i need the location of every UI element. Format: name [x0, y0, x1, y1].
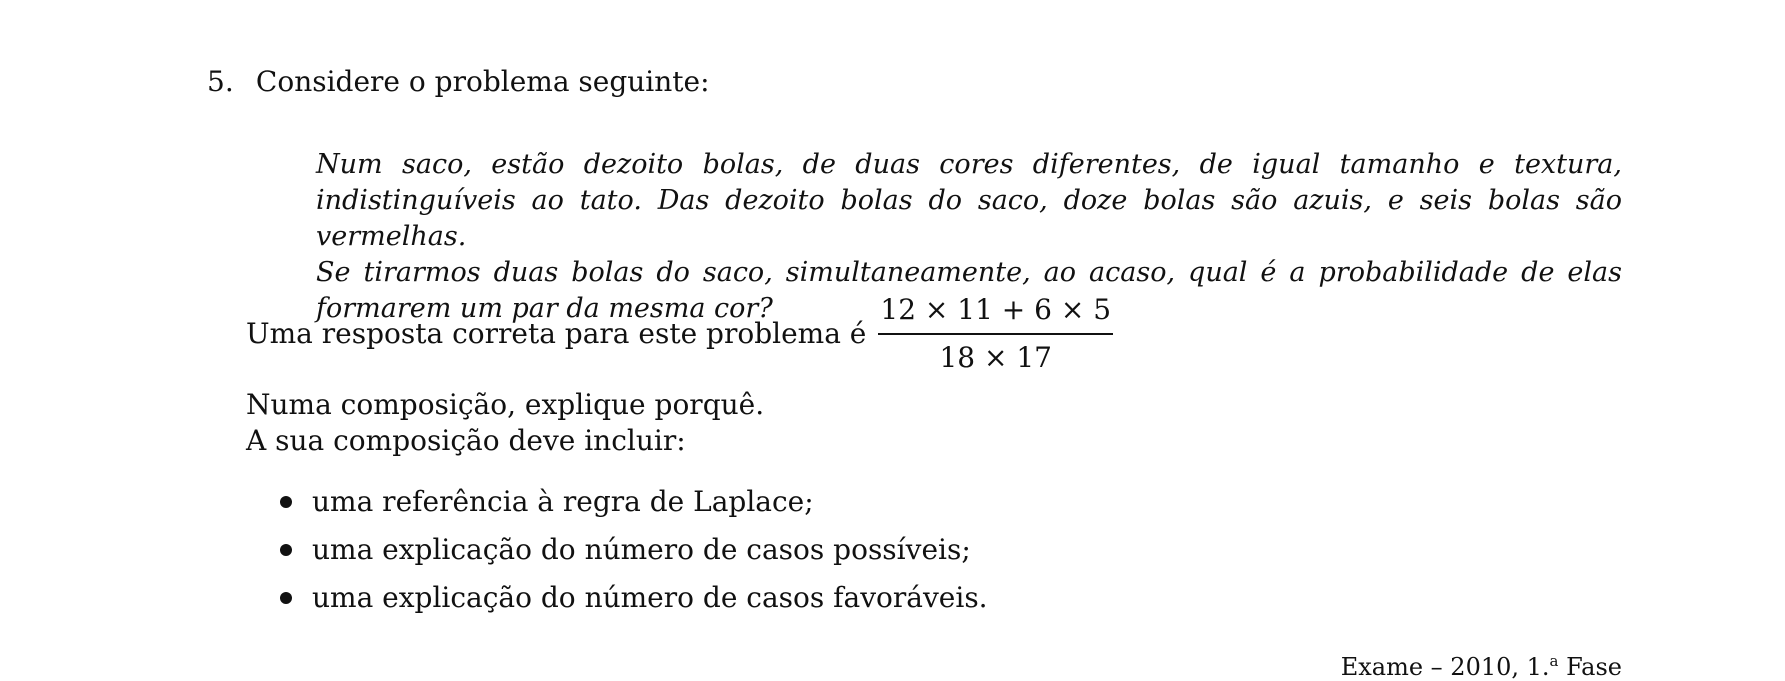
composition-instruction-line: A sua composição deve incluir: [246, 424, 686, 457]
fraction-numerator: 12 × 11 + 6 × 5 [880, 293, 1112, 326]
answer-text: Uma resposta correta para este problema é [246, 317, 867, 351]
fraction-denominator: 18 × 17 [939, 340, 1052, 374]
probability-fraction [878, 293, 1113, 375]
requirement-item [280, 532, 988, 568]
problem-header [207, 64, 710, 100]
problem-intro: Considere o problema seguinte: [255, 65, 710, 98]
requirement-text: uma explicação do número de casos possíveis; [312, 533, 971, 566]
ordinal-superscript: a [1549, 652, 1559, 670]
problem-number: 5. [207, 65, 234, 98]
bullet-icon [280, 496, 292, 508]
exam-footer [1341, 653, 1622, 681]
bullet-icon [280, 592, 292, 604]
composition-instruction-line: Numa composição, explique porquê. [246, 388, 765, 421]
requirement-text: uma explicação do número de casos favoráveis. [312, 581, 988, 614]
composition-requirements [280, 484, 988, 628]
composition-instructions [246, 387, 764, 459]
exam-phase: Fase [1566, 653, 1622, 681]
answer-line [246, 294, 1113, 375]
requirement-item [280, 484, 988, 520]
requirement-item [280, 580, 988, 616]
requirement-text: uma referência à regra de Laplace; [312, 485, 814, 518]
problem-statement-paragraph: Num saco, estão dezoito bolas, de duas cores diferentes, de igual tamanho e textura, indistinguíveis ao tato. Das dezoito bolas do saco, doze bolas são azuis, e seis bolas são vermelhas. [316, 149, 1622, 252]
problem-statement-question: Se tirarmos duas bolas do saco, simultaneamente, ao acaso, qual é a probabilidade de elas formarem um par da mesma cor? [316, 257, 1622, 324]
exam-label: Exame – 2010, 1. [1340, 653, 1550, 681]
bullet-icon [280, 544, 292, 556]
